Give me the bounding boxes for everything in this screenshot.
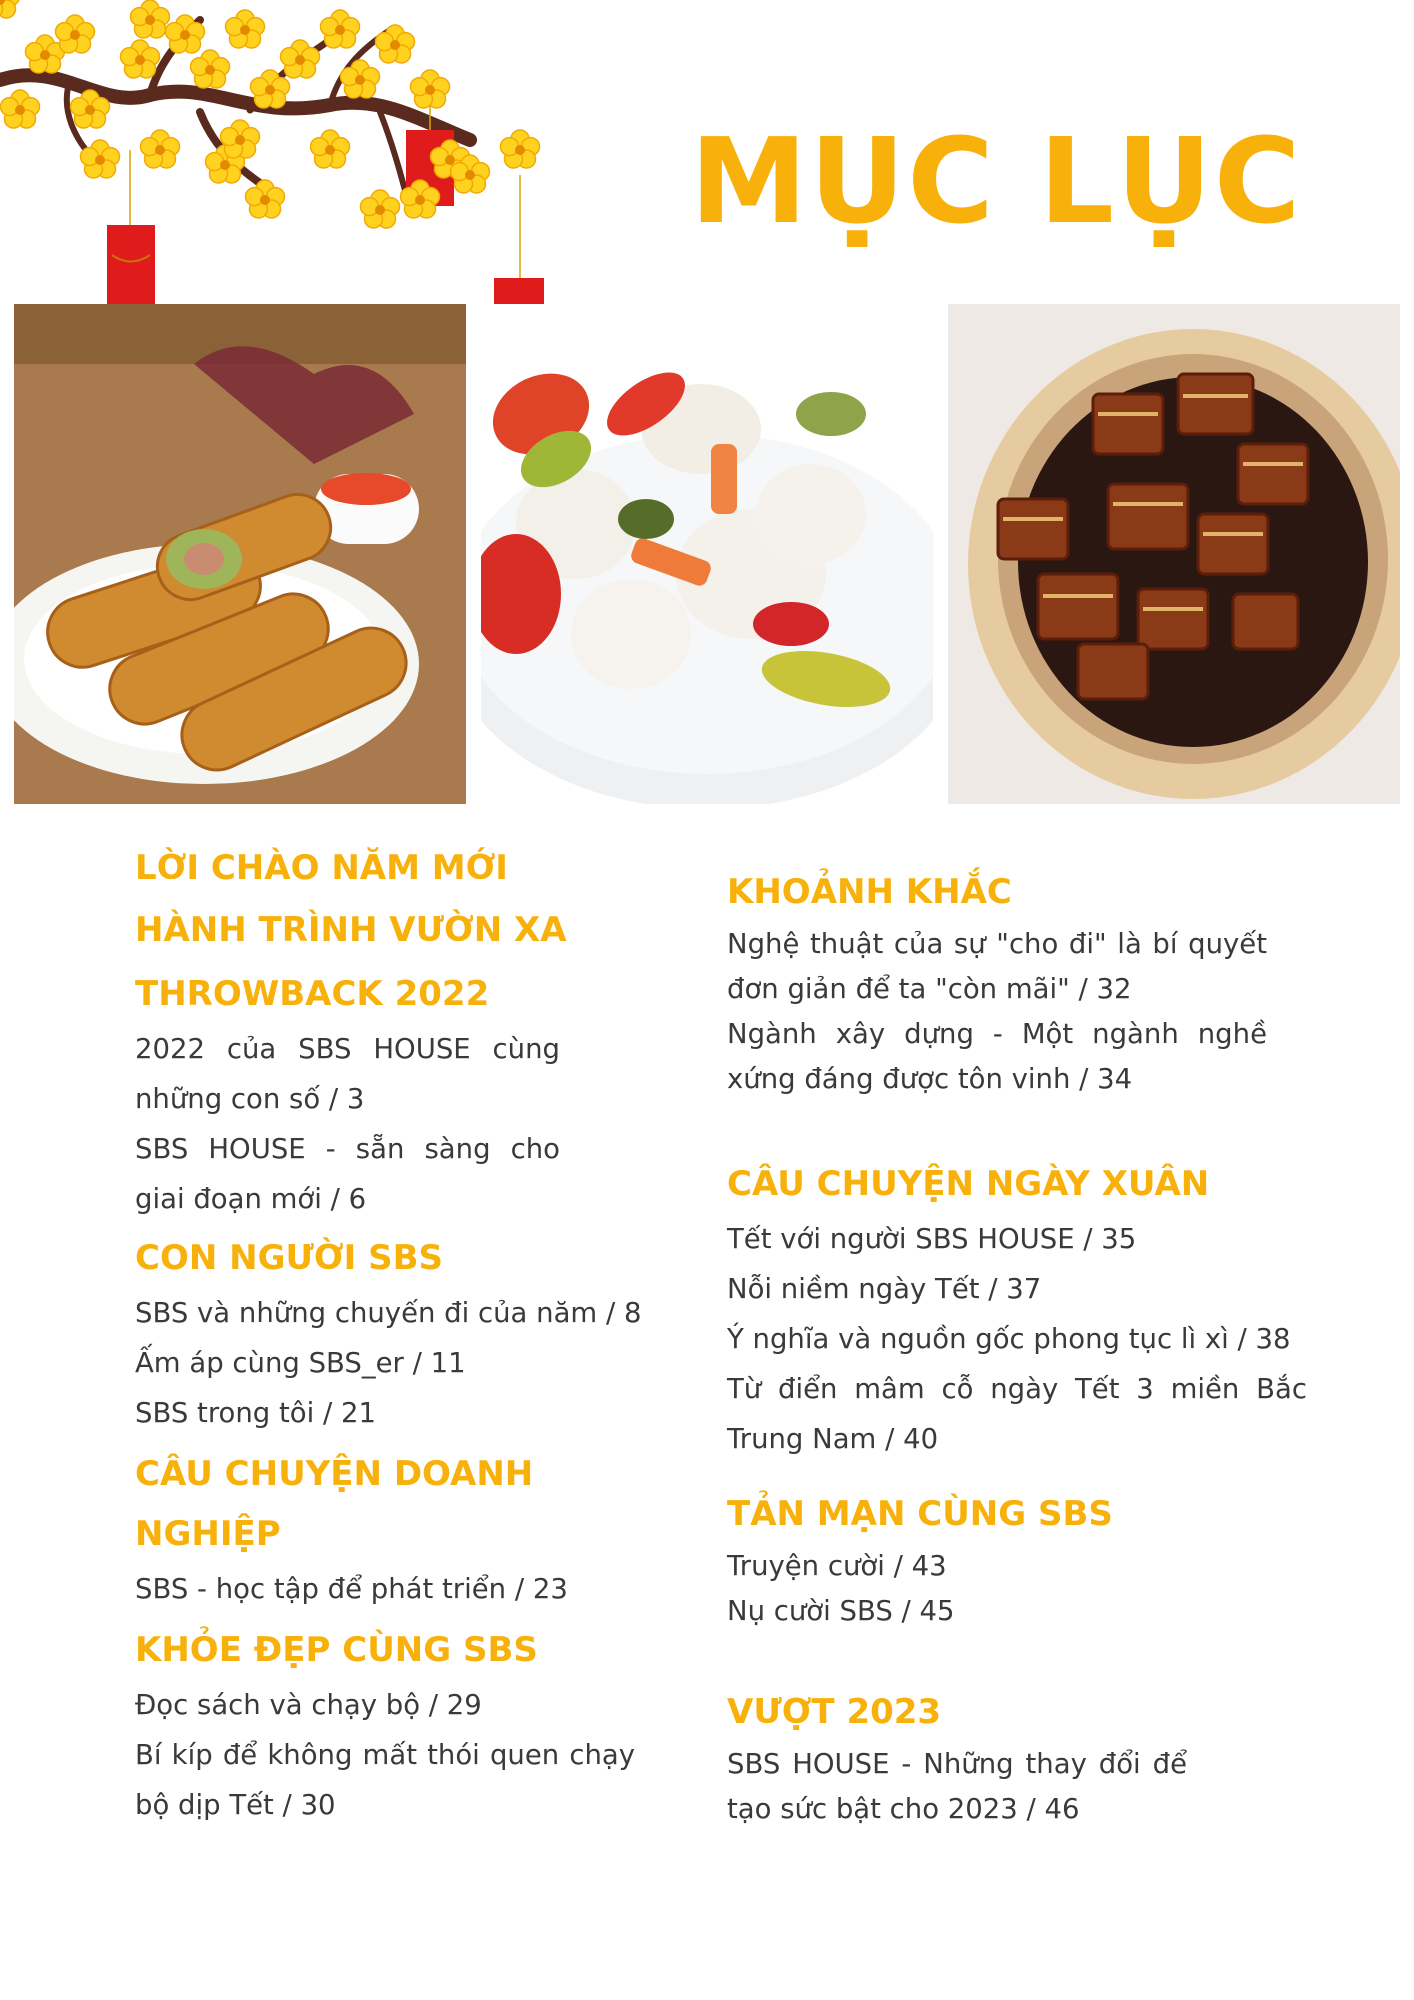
section-heading[interactable]: HÀNH TRÌNH VƯỜN XA [135,910,567,950]
section-heading[interactable]: KHỎE ĐẸP CÙNG SBS [135,1630,538,1670]
braised-pork-photo [948,304,1400,804]
toc-entry[interactable]: 2022 của SBS HOUSE cùng những con số / 3 [135,1033,560,1115]
toc-section [135,1620,690,1830]
section-heading[interactable]: CÂU CHUYỆN DOANH NGHIỆP [135,1454,534,1554]
contents-left-column [135,838,690,1830]
pickled-vegetables-photo [481,304,933,804]
page-title: MỤC LỤC [690,112,1303,250]
toc-section [135,964,690,1224]
toc-entry[interactable]: Đọc sách và chạy bộ / 29 [135,1689,482,1721]
section-heading[interactable]: TẢN MẠN CÙNG SBS [727,1494,1113,1534]
toc-entry[interactable]: Từ điển mâm cỗ ngày Tết 3 miền Bắc Trung Nam / 40 [727,1373,1307,1455]
toc-entry[interactable]: Ngành xây dựng - Một ngành nghề xứng đáng được tôn vinh / 34 [727,1018,1267,1095]
toc-entry[interactable]: Bí kíp để không mất thói quen chạy bộ dịp Tết / 30 [135,1739,635,1821]
toc-section [135,900,690,960]
toc-section [135,1228,690,1438]
section-heading[interactable]: LỜI CHÀO NĂM MỚI [135,848,508,888]
section-heading[interactable]: CON NGƯỜI SBS [135,1238,443,1278]
toc-entry[interactable]: Nỗi niềm ngày Tết / 37 [727,1273,1042,1305]
toc-entry[interactable]: Nghệ thuật của sự "cho đi" là bí quyết đơn giản để ta "còn mãi" / 32 [727,928,1267,1005]
section-heading[interactable]: THROWBACK 2022 [135,974,490,1014]
toc-entry[interactable]: SBS - học tập để phát triển / 23 [135,1573,568,1605]
toc-entry[interactable]: SBS trong tôi / 21 [135,1397,376,1429]
toc-section [727,1484,1282,1634]
spring-rolls-photo [14,304,466,804]
toc-entry[interactable]: SBS HOUSE - Những thay đổi để tạo sức bật cho 2023 / 46 [727,1748,1187,1825]
toc-entry[interactable]: Ấm áp cùng SBS_er / 11 [135,1347,466,1379]
toc-section [135,838,690,898]
toc-section [727,862,1282,1102]
toc-section [727,1154,1307,1464]
section-heading[interactable]: VƯỢT 2023 [727,1692,942,1732]
section-heading[interactable]: CÂU CHUYỆN NGÀY XUÂN [727,1164,1210,1204]
toc-entry[interactable]: SBS và những chuyến đi của năm / 8 [135,1297,642,1329]
section-heading[interactable]: KHOẢNH KHẮC [727,872,1012,912]
toc-entry[interactable]: Truyện cười / 43 [727,1550,947,1582]
toc-section [135,1444,690,1614]
toc-entry[interactable]: Nụ cười SBS / 45 [727,1595,955,1627]
toc-entry[interactable]: Ý nghĩa và nguồn gốc phong tục lì xì / 38 [727,1323,1291,1355]
toc-section [727,1682,1282,1832]
toc-entry[interactable]: SBS HOUSE - sẵn sàng cho giai đoạn mới / 6 [135,1133,560,1215]
contents-right-column [727,862,1307,1832]
toc-entry[interactable]: Tết với người SBS HOUSE / 35 [727,1223,1137,1255]
